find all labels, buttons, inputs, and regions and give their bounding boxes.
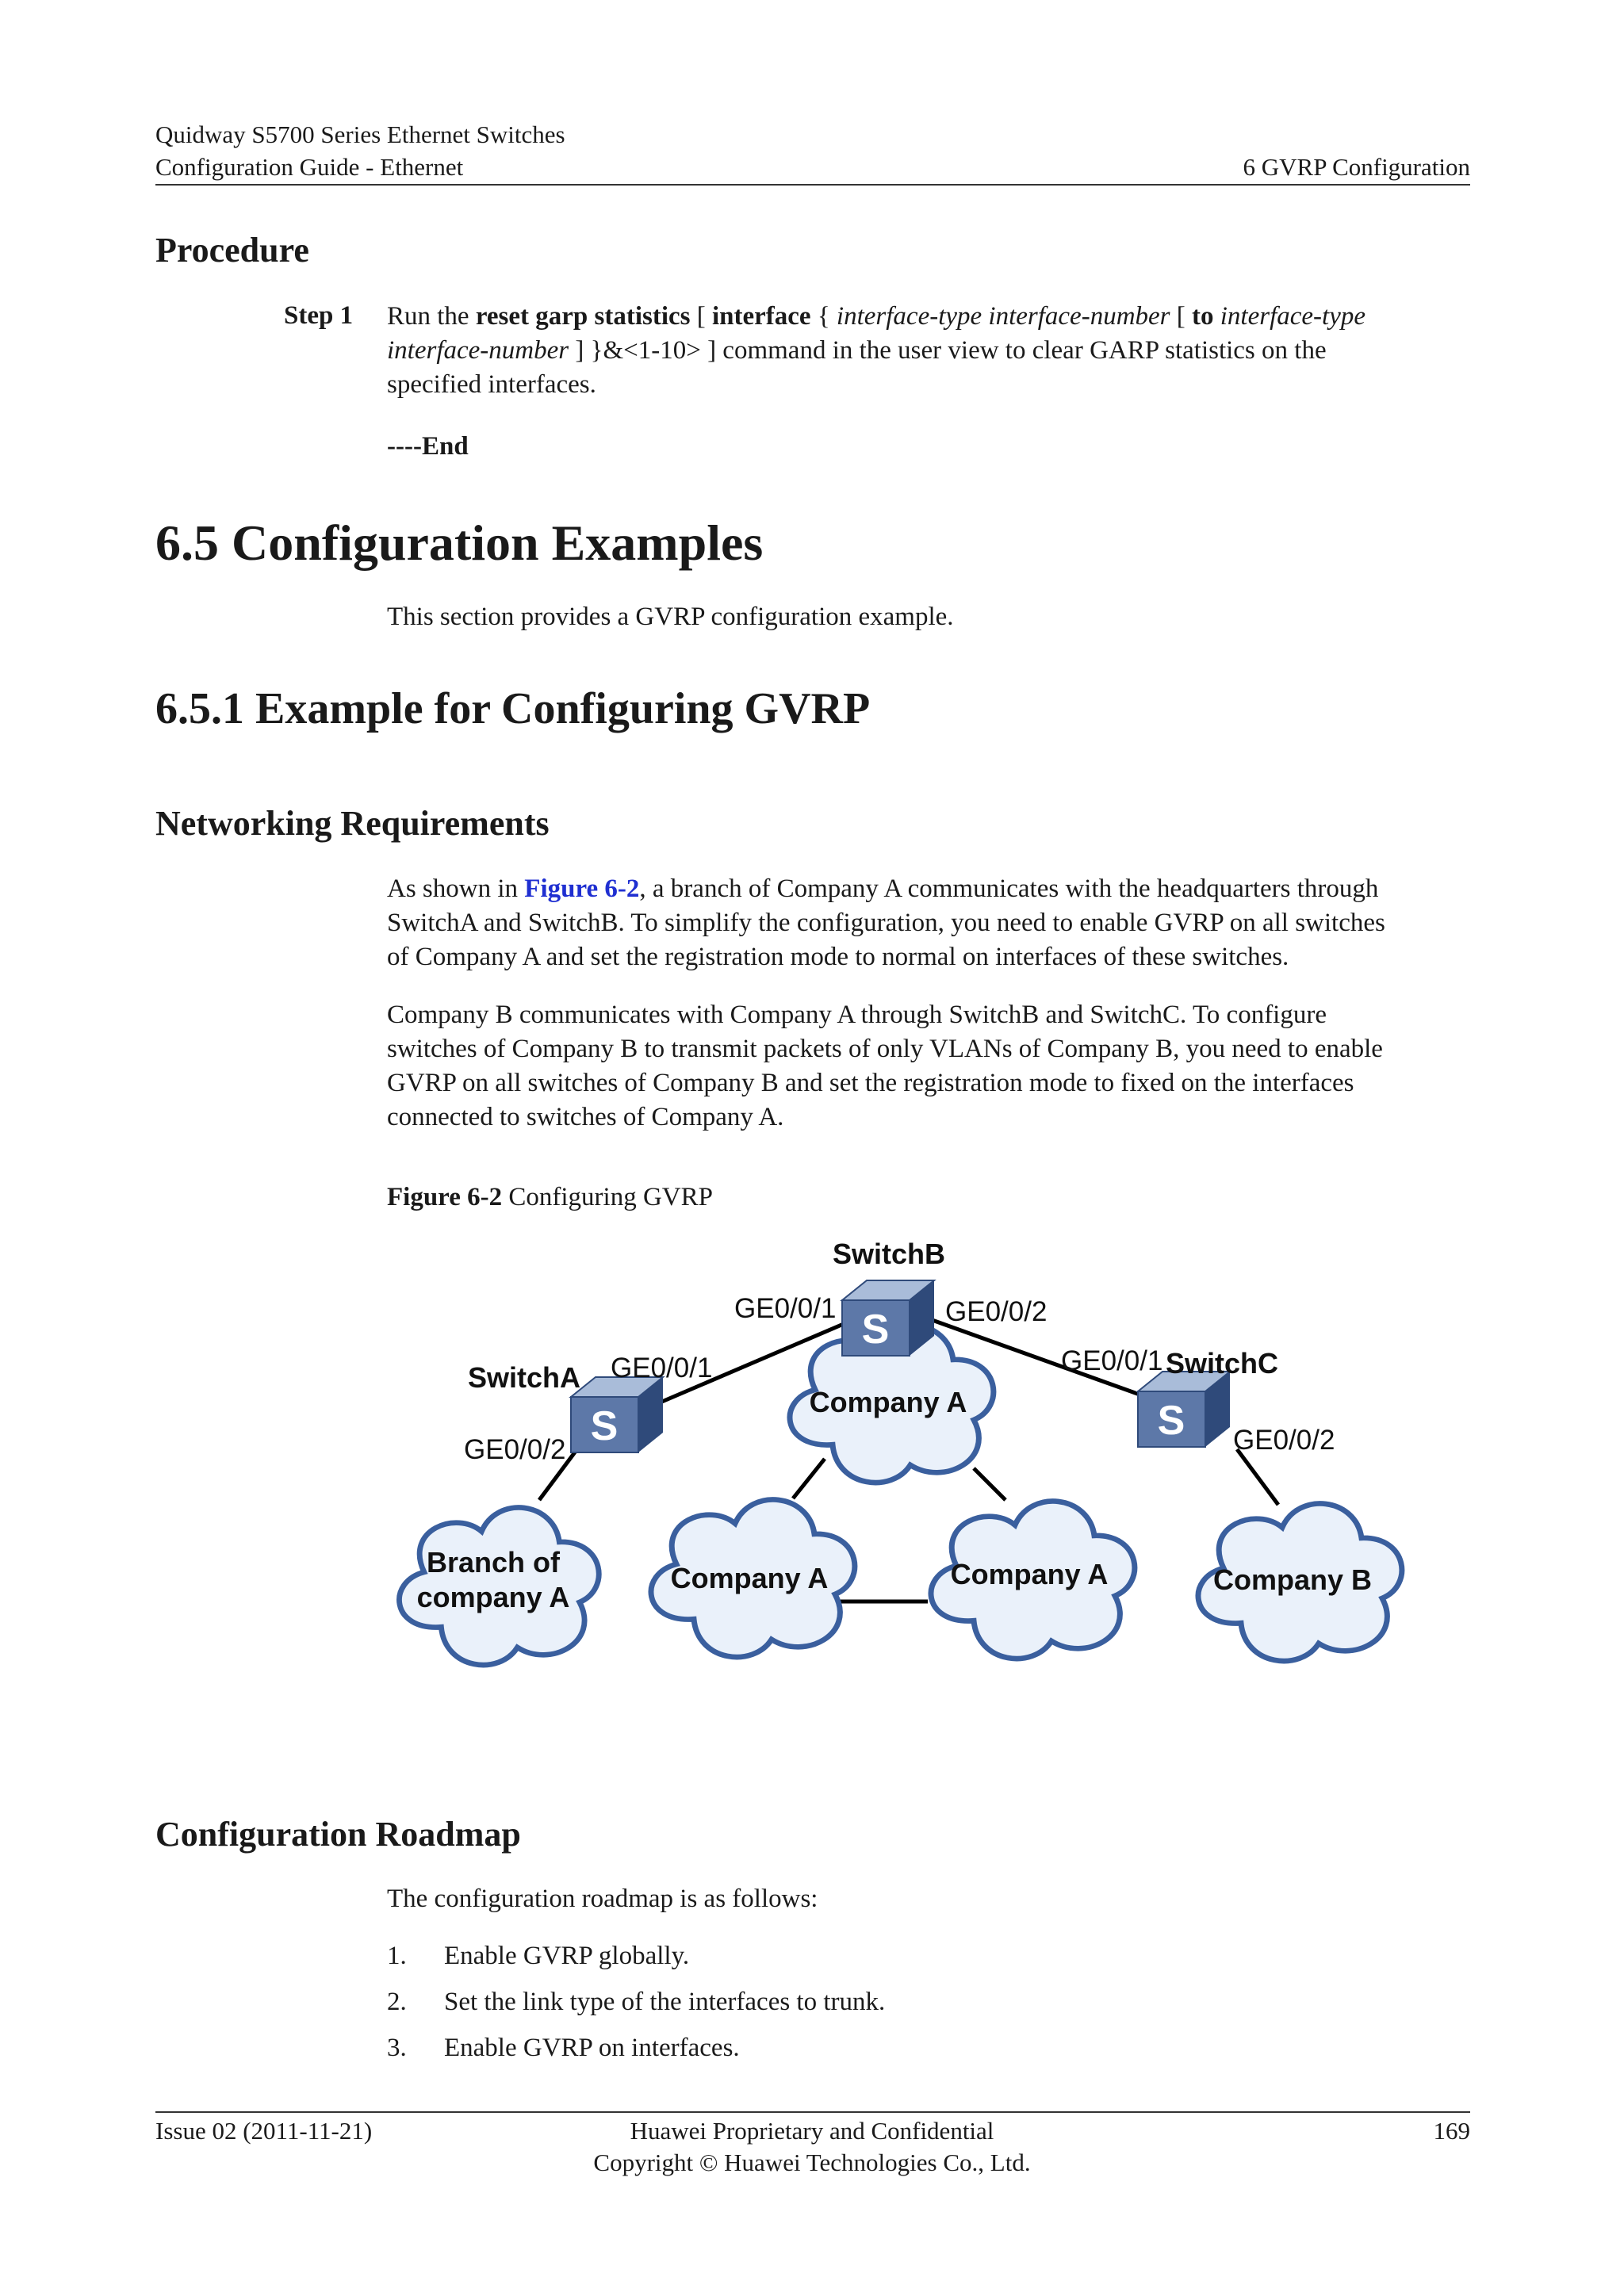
port-b-ge1: GE0/0/1 <box>734 1293 837 1324</box>
cloud-label-branch-2: company A <box>416 1581 570 1613</box>
link-center-right <box>974 1468 1005 1500</box>
roadmap-heading: Configuration Roadmap <box>155 1815 521 1854</box>
port-b-ge2: GE0/0/2 <box>945 1296 1048 1327</box>
cloud-label-company-b: Company B <box>1212 1563 1373 1596</box>
section-title: 6.5 Configuration Examples <box>155 515 764 571</box>
footer-confidential: Huawei Proprietary and Confidential <box>630 2117 994 2145</box>
subsection-title: 6.5.1 Example for Configuring GVRP <box>155 684 871 733</box>
footer-issue: Issue 02 (2011-11-21) <box>155 2117 373 2145</box>
port-a-ge1: GE0/0/1 <box>611 1353 713 1383</box>
switch-b-glyph: S <box>861 1307 890 1353</box>
cloud-label-left: Company A <box>670 1562 829 1594</box>
port-c-ge1: GE0/0/1 <box>1061 1345 1163 1376</box>
switch-a-label: SwitchA <box>468 1361 581 1394</box>
cloud-label-right: Company A <box>950 1558 1109 1590</box>
roadmap-item: 2. Set the link type of the interfaces to trunk. <box>387 1988 886 2016</box>
section-intro: This section provides a GVRP configuration example. <box>387 603 954 631</box>
figure-link[interactable]: Figure 6-2 <box>524 874 640 903</box>
link-c-companyb <box>1237 1449 1278 1505</box>
port-c-ge2: GE0/0/2 <box>1233 1425 1335 1456</box>
switch-c-label: SwitchC <box>1166 1347 1279 1380</box>
step-label: Step 1 <box>284 301 354 330</box>
port-a-ge2: GE0/0/2 <box>464 1434 566 1465</box>
roadmap-item: 1. Enable GVRP globally. <box>387 1942 690 1970</box>
cloud-label-center: Company A <box>809 1386 967 1418</box>
procedure-heading: Procedure <box>155 231 309 270</box>
footer-rule <box>155 2111 1470 2113</box>
header-chapter: 6 GVRP Configuration <box>1243 153 1470 181</box>
networking-para1: As shown in Figure 6-2, a branch of Company A communicates with the headquarters through SwitchA and SwitchB. To simplify the configuration, you need to enable GVRP on all switches of Company A and set the registration mode to normal on interfaces of these switches. <box>387 874 1385 971</box>
switch-a-glyph: S <box>590 1403 619 1449</box>
roadmap-intro: The configuration roadmap is as follows: <box>387 1885 818 1913</box>
footer-copyright: Copyright © Huawei Technologies Co., Ltd. <box>593 2149 1031 2176</box>
link-center-left <box>793 1459 825 1498</box>
cloud-label-branch-1: Branch of <box>426 1546 561 1578</box>
networking-para2: Company B communicates with Company A through SwitchB and SwitchC. To configure switches of Company B to transmit packets of only VLANs of Company B, you need to enable GVRP on all switches of Company B and set the registration mode to fixed on the interfaces connected to switches of Company A. <box>387 1001 1383 1131</box>
switch-b-label: SwitchB <box>833 1238 946 1270</box>
step-text: Run the reset garp statistics [ interface { interface-type interface-number [ to interface-type interface-number ] }&<1-10> ] command in the user view to clear GARP statistics on the specified interfaces. <box>387 302 1366 399</box>
header-guide: Configuration Guide - Ethernet <box>155 153 464 181</box>
end-marker: ----End <box>387 432 469 461</box>
header-product: Quidway S5700 Series Ethernet Switches <box>155 121 565 148</box>
roadmap-item: 3. Enable GVRP on interfaces. <box>387 2034 740 2062</box>
networking-heading: Networking Requirements <box>155 804 550 843</box>
switch-c-glyph: S <box>1157 1398 1185 1444</box>
page-number: 169 <box>1433 2117 1470 2145</box>
figure-caption: Figure 6-2 Configuring GVRP <box>387 1183 713 1211</box>
